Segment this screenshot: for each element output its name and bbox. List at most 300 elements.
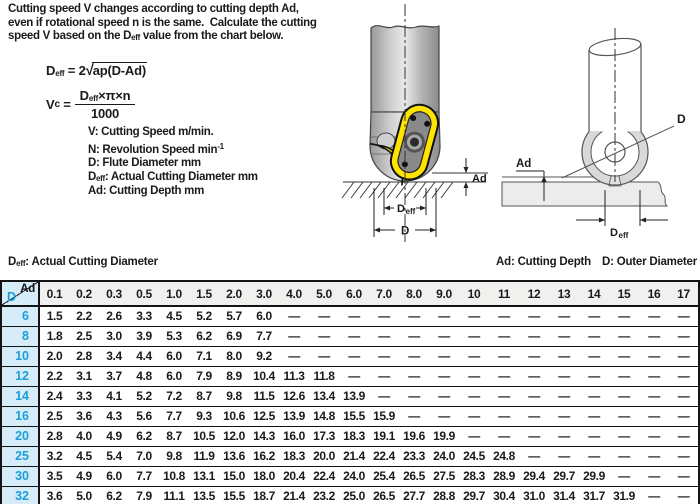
table-cell: 3.6 xyxy=(46,489,63,503)
col-header-ad: 5.0 xyxy=(309,281,339,306)
col-header-ad: 0.2 xyxy=(69,281,99,306)
label-ad: Ad xyxy=(472,173,487,185)
table-row xyxy=(1,327,699,347)
table-cell: 30.4 xyxy=(493,489,515,503)
table-row xyxy=(1,407,699,427)
col-header-ad: 1.5 xyxy=(189,281,219,306)
svg-text:eff: eff xyxy=(618,231,629,240)
table-cell: 24.8 xyxy=(489,447,519,467)
table-cell: — xyxy=(399,347,429,367)
table-cell: — xyxy=(639,427,669,447)
table-cell: 7.2 xyxy=(159,387,189,407)
table-cell: 6.0 xyxy=(99,467,129,487)
table-cell: 24.0 xyxy=(429,447,459,467)
table-cell: — xyxy=(549,347,579,367)
table-cell: — xyxy=(459,306,489,327)
table-cell: 13.9 xyxy=(279,407,309,427)
table-cell: 28.9 xyxy=(489,467,519,487)
row-header-d: 8 xyxy=(1,327,39,347)
col-header-ad: 16 xyxy=(639,281,669,306)
table-cell: 12.0 xyxy=(219,427,249,447)
row-header-d: 16 xyxy=(1,407,39,427)
row-header-d: 10 xyxy=(1,347,39,367)
table-cell: 4.3 xyxy=(99,407,129,427)
table-cell: — xyxy=(549,407,579,427)
definition-n: N: Revolution Speed $\min^{-1}$ xyxy=(88,141,224,156)
formula-deff-lhs: D xyxy=(46,63,56,78)
table-cell: 3.3 xyxy=(69,387,99,407)
table-cell: — xyxy=(579,306,609,327)
intro-line-2: even if rotational speed n is the same. Calculate the cutting xyxy=(8,16,317,29)
table-row xyxy=(1,447,699,467)
fraction xyxy=(75,88,136,121)
table-cell: 3.1 xyxy=(69,367,99,387)
table-cell: — xyxy=(429,387,459,407)
table-cell: 14.3 xyxy=(249,427,279,447)
table-cell: — xyxy=(519,447,549,467)
table-cell: — xyxy=(609,427,639,447)
col-header-ad: 11 xyxy=(489,281,519,306)
table-cell: — xyxy=(399,387,429,407)
svg-text:eff: eff xyxy=(405,207,416,216)
table-cell: 3.3 xyxy=(129,306,159,327)
table-cell: 3.4 xyxy=(99,347,129,367)
table-cell: 6.0 xyxy=(159,347,189,367)
table-cell: 26.5 xyxy=(399,467,429,487)
table-cell: 3.2 xyxy=(39,447,69,467)
table-cell: 2.4 xyxy=(39,387,69,407)
definition-d: D: Flute Diameter mm xyxy=(88,157,201,170)
table-cell: 25.0 xyxy=(343,489,365,503)
table-cell: — xyxy=(549,327,579,347)
table-cell: 4.8 xyxy=(129,367,159,387)
table-cell: 2.0 xyxy=(39,347,69,367)
formula-vc: V c = $\frac{\text{Deff×π×n}}{1000}$ xyxy=(46,88,135,121)
table-cell: 12.6 xyxy=(279,387,309,407)
table-cell: 3.7 xyxy=(99,367,129,387)
table-row xyxy=(1,347,699,367)
table-cell: 1.8 xyxy=(39,327,69,347)
table-cell: — xyxy=(639,387,669,407)
col-header-ad: 1.0 xyxy=(159,281,189,306)
table-cell: — xyxy=(579,427,609,447)
col-header-ad: 13 xyxy=(549,281,579,306)
table-cell: 9.8 xyxy=(219,387,249,407)
table-cell: — xyxy=(489,407,519,427)
table-cell: 27.7 xyxy=(403,489,425,503)
table-cell: — xyxy=(279,347,309,367)
table-cell: 4.9 xyxy=(99,427,129,447)
table-cell: 10.6 xyxy=(219,407,249,427)
label-deff: D xyxy=(397,203,405,215)
corner-ad-label: Ad xyxy=(20,283,35,295)
table-cell: — xyxy=(369,306,399,327)
table-cell: — xyxy=(579,387,609,407)
table-cell: — xyxy=(369,347,399,367)
table-cell: — xyxy=(609,347,639,367)
radical-sign: √ xyxy=(85,62,94,79)
table-cell: 5.6 xyxy=(129,407,159,427)
table-cell: 4.1 xyxy=(99,387,129,407)
table-row xyxy=(1,467,699,487)
table-cell: — xyxy=(459,387,489,407)
table-row xyxy=(1,367,699,387)
table-cell: — xyxy=(669,306,699,327)
table-cell: — xyxy=(669,407,699,427)
table-cell: 9.3 xyxy=(189,407,219,427)
table-cell: — xyxy=(549,447,579,467)
table-cell: 16.0 xyxy=(279,427,309,447)
table-cell: 13.6 xyxy=(219,447,249,467)
table-cell: — xyxy=(339,306,369,327)
table-cell: 10.5 xyxy=(189,427,219,447)
caption-ad: Ad: Cutting Depth xyxy=(496,256,591,268)
table-cell: — xyxy=(669,467,699,487)
table-cell: 9.8 xyxy=(159,447,189,467)
table-cell: — xyxy=(309,347,339,367)
col-header-ad: 3.0 xyxy=(249,281,279,306)
ball-endmill-shaded-diagram xyxy=(340,0,498,250)
table-cell: 5.0 xyxy=(76,489,92,503)
row-header-d: 25 xyxy=(1,447,39,467)
table-cell: 11.1 xyxy=(163,489,185,503)
intro-paragraph xyxy=(8,3,317,45)
table-cell: 31.9 xyxy=(613,489,635,503)
table-cell: — xyxy=(279,327,309,347)
table-cell: 5.7 xyxy=(219,306,249,327)
table-cell: 13.5 xyxy=(193,489,215,503)
col-header-ad: 0.3 xyxy=(99,281,129,306)
fraction-numerator: Deff×π×n xyxy=(75,88,136,105)
table-cell: 5.2 xyxy=(189,306,219,327)
table-body xyxy=(1,306,699,504)
table-cell: 2.8 xyxy=(39,427,69,447)
table-cell: — xyxy=(519,367,549,387)
table-row xyxy=(1,487,699,504)
table-cell: — xyxy=(669,427,699,447)
table-cell: — xyxy=(339,327,369,347)
table-cell: 6.0 xyxy=(249,306,279,327)
table-cell: 4.4 xyxy=(129,347,159,367)
table-cell: 7.1 xyxy=(189,347,219,367)
table-cell: 23.2 xyxy=(313,489,335,503)
table-cell: 6.2 xyxy=(106,489,122,503)
table-cell: 11.5 xyxy=(249,387,279,407)
table-cell: 29.7 xyxy=(549,467,579,487)
table-cell: 29.7 xyxy=(463,489,485,503)
table-cell: 21.4 xyxy=(339,447,369,467)
table-cell: — xyxy=(339,347,369,367)
table-cell: — xyxy=(519,387,549,407)
table-cell: 19.6 xyxy=(399,427,429,447)
table-cell: 7.7 xyxy=(249,327,279,347)
table-cell: 7.9 xyxy=(136,489,152,503)
table-cell: — xyxy=(489,427,519,447)
table-cell: 18.3 xyxy=(339,427,369,447)
table-cell: 29.9 xyxy=(579,467,609,487)
table-cell: — xyxy=(579,327,609,347)
table-cell: — xyxy=(519,327,549,347)
table-cell: — xyxy=(609,407,639,427)
definition-deff: Deff: Actual Cutting Diameter mm xyxy=(88,170,258,183)
table-cell: — xyxy=(459,407,489,427)
table-cell: — xyxy=(309,327,339,347)
label-deff: D xyxy=(610,227,618,239)
row-header-d: 12 xyxy=(1,367,39,387)
table-cell: 19.9 xyxy=(429,427,459,447)
row-header-d: 14 xyxy=(1,387,39,407)
table-cell: 3.5 xyxy=(39,467,69,487)
table-caption-right xyxy=(496,256,697,268)
row-header-d: 6 xyxy=(1,306,39,327)
table-cell: — xyxy=(459,427,489,447)
table-cell: 28.8 xyxy=(433,489,455,503)
table-cell: 3.6 xyxy=(69,407,99,427)
table-cell: 11.3 xyxy=(279,367,309,387)
table-cell: — xyxy=(489,327,519,347)
table-cell: — xyxy=(579,447,609,467)
table-cell: 2.8 xyxy=(69,347,99,367)
table-cell: 2.2 xyxy=(69,306,99,327)
table-cell: — xyxy=(519,407,549,427)
table-cell: 15.9 xyxy=(369,407,399,427)
table-cell: — xyxy=(639,347,669,367)
table-cell: 1.5 xyxy=(39,306,69,327)
table-cell: 7.9 xyxy=(189,367,219,387)
table-cell: — xyxy=(549,367,579,387)
corner-d-label: D xyxy=(7,290,16,304)
table-cell: 19.1 xyxy=(369,427,399,447)
table-cell: — xyxy=(609,467,639,487)
table-cell: — xyxy=(429,407,459,427)
table-cell: 5.3 xyxy=(159,327,189,347)
table-cell: 11.8 xyxy=(309,367,339,387)
definition-ad: Ad: Cutting Depth mm xyxy=(88,185,205,198)
table-cell: — xyxy=(399,306,429,327)
table-cell: 8.7 xyxy=(189,387,219,407)
table-cell: 24.5 xyxy=(459,447,489,467)
table-cell: 25.4 xyxy=(369,467,399,487)
table-cell: 13.9 xyxy=(339,387,369,407)
table-cell: — xyxy=(639,447,669,467)
table-cell: 18.0 xyxy=(249,467,279,487)
table-cell: 3.0 xyxy=(99,327,129,347)
ball-endmill-outline-diagram xyxy=(500,10,700,255)
formula-vc-lhs: V xyxy=(46,97,55,112)
formula-deff-radicand: ap(D-Ad) xyxy=(92,63,146,78)
table-cell: — xyxy=(399,367,429,387)
row-header-d: 30 xyxy=(1,467,39,487)
table-cell: 7.7 xyxy=(129,467,159,487)
table-cell: — xyxy=(639,407,669,427)
table-cell: 11.9 xyxy=(189,447,219,467)
table-cell: — xyxy=(429,347,459,367)
col-header-ad: 4.0 xyxy=(279,281,309,306)
dimension-ad xyxy=(464,158,469,196)
table-cell: 24.0 xyxy=(339,467,369,487)
table-cell: 5.4 xyxy=(99,447,129,467)
table-cell: — xyxy=(489,347,519,367)
table-cell: — xyxy=(399,407,429,427)
table-cell: — xyxy=(489,387,519,407)
table-cell: — xyxy=(459,347,489,367)
table-cell: 9.2 xyxy=(249,347,279,367)
table-row xyxy=(1,427,699,447)
table-cell: 16.2 xyxy=(249,447,279,467)
table-cell: 14.8 xyxy=(309,407,339,427)
table-cell: — xyxy=(279,306,309,327)
table-cell: — xyxy=(609,327,639,347)
fraction-denominator: 1000 xyxy=(90,106,120,121)
table-cell: 2.5 xyxy=(39,407,69,427)
definitions-list xyxy=(88,126,258,199)
label-d: D xyxy=(677,112,686,126)
table-cell: — xyxy=(609,367,639,387)
table-cell: — xyxy=(519,347,549,367)
col-header-ad: 15 xyxy=(609,281,639,306)
table-cell: 8.7 xyxy=(159,427,189,447)
table-cell: — xyxy=(489,306,519,327)
table-cell: — xyxy=(639,306,669,327)
col-header-ad: 17 xyxy=(669,281,699,306)
table-cell: — xyxy=(639,367,669,387)
row-header-d: 32 xyxy=(1,487,39,504)
table-cell: 2.6 xyxy=(99,306,129,327)
col-header-ad: 7.0 xyxy=(369,281,399,306)
intro-line-1: Cutting speed V changes according to cutting depth Ad, xyxy=(8,3,299,15)
table-cell: — xyxy=(579,347,609,367)
table-cell: 6.2 xyxy=(189,327,219,347)
table-cell: — xyxy=(369,387,399,407)
col-header-ad: 10 xyxy=(459,281,489,306)
table-cell: — xyxy=(677,489,690,503)
table-cell: 15.5 xyxy=(223,489,245,503)
table-cell: 31.7 xyxy=(583,489,605,503)
table-cell: 7.0 xyxy=(129,447,159,467)
col-header-ad: 12 xyxy=(519,281,549,306)
col-header-ad: 8.0 xyxy=(399,281,429,306)
col-header-ad: 0.5 xyxy=(129,281,159,306)
table-cell: 31.4 xyxy=(553,489,575,503)
table-cell: 4.0 xyxy=(69,427,99,447)
row-header-d: 20 xyxy=(1,427,39,447)
table-cell: — xyxy=(519,306,549,327)
table-cell: — xyxy=(609,447,639,467)
table-cell: 5.2 xyxy=(129,387,159,407)
label-d: D xyxy=(401,225,410,238)
table-cell: — xyxy=(609,306,639,327)
deff-table xyxy=(0,280,700,504)
table-cell: — xyxy=(579,367,609,387)
table-cell: 18.3 xyxy=(279,447,309,467)
table-cell: — xyxy=(429,306,459,327)
table-cell: 4.9 xyxy=(69,467,99,487)
table-cell: — xyxy=(648,489,660,503)
table-cell: 21.4 xyxy=(283,489,305,503)
table-cell: 22.4 xyxy=(369,447,399,467)
table-cell: — xyxy=(369,367,399,387)
corner-cell xyxy=(1,281,39,306)
col-header-ad: 2.0 xyxy=(219,281,249,306)
table-cell: — xyxy=(639,327,669,347)
table-cell: 10.4 xyxy=(249,367,279,387)
table-cell: — xyxy=(669,327,699,347)
table-cell: — xyxy=(339,367,369,387)
table-cell: — xyxy=(669,347,699,367)
table-cell: — xyxy=(459,327,489,347)
diameter-line xyxy=(562,126,674,178)
table-cell: 22.4 xyxy=(309,467,339,487)
col-header-ad: 9.0 xyxy=(429,281,459,306)
table-cell: 27.5 xyxy=(429,467,459,487)
table-cell: — xyxy=(579,407,609,427)
table-cell: 17.3 xyxy=(309,427,339,447)
ad-header-row xyxy=(1,281,699,306)
table-cell: 4.5 xyxy=(69,447,99,467)
table-cell: — xyxy=(669,367,699,387)
table-cell: — xyxy=(669,447,699,467)
table-cell: 15.5 xyxy=(339,407,369,427)
table-cell: — xyxy=(609,387,639,407)
table-cell: 13.4 xyxy=(309,387,339,407)
table-cell: 13.1 xyxy=(189,467,219,487)
label-ad: Ad xyxy=(516,158,532,170)
table-cell: 28.3 xyxy=(459,467,489,487)
table-cell: 6.2 xyxy=(129,427,159,447)
table-cell: 6.0 xyxy=(159,367,189,387)
table-cell: 8.0 xyxy=(219,347,249,367)
table-cell: 20.4 xyxy=(279,467,309,487)
table-cell: 7.7 xyxy=(159,407,189,427)
table-row xyxy=(1,387,699,407)
table-cell: — xyxy=(309,306,339,327)
table-row xyxy=(1,306,699,327)
table-cell: — xyxy=(429,367,459,387)
table-cell: — xyxy=(669,387,699,407)
table-cell: — xyxy=(549,306,579,327)
col-header-ad: 14 xyxy=(579,281,609,306)
table-cell: — xyxy=(639,467,669,487)
table-cell: 29.4 xyxy=(519,467,549,487)
table-cell: 6.9 xyxy=(219,327,249,347)
table-cell: — xyxy=(519,427,549,447)
table-cell: 4.5 xyxy=(159,306,189,327)
table-cell: 20.0 xyxy=(309,447,339,467)
table-cell: — xyxy=(429,327,459,347)
table-cell: — xyxy=(459,367,489,387)
intro-line-3: speed V based on the Deff value from the chart below. xyxy=(8,30,284,42)
definition-v: V: Cutting Speed m/min. xyxy=(88,126,214,138)
table-cell: 2.2 xyxy=(39,367,69,387)
table-cell: 3.9 xyxy=(129,327,159,347)
table-cell: 12.5 xyxy=(249,407,279,427)
table-cell: 15.0 xyxy=(219,467,249,487)
table-caption-left: Deff: Actual Cutting Diameter xyxy=(8,256,158,268)
caption-d: D: Outer Diameter xyxy=(601,256,697,268)
col-header-ad: 6.0 xyxy=(339,281,369,306)
table-cell: — xyxy=(489,367,519,387)
table-cell: 31.0 xyxy=(523,489,545,503)
table-cell: — xyxy=(399,327,429,347)
table-cell: — xyxy=(369,327,399,347)
table-cell: 10.8 xyxy=(159,467,189,487)
formula-deff: Deff = 2√ap(D-Ad) xyxy=(46,62,146,79)
table-cell: 8.9 xyxy=(219,367,249,387)
workpiece xyxy=(502,182,667,206)
table-cell: 23.3 xyxy=(399,447,429,467)
table-cell: 26.5 xyxy=(373,489,395,503)
table-cell: — xyxy=(549,427,579,447)
